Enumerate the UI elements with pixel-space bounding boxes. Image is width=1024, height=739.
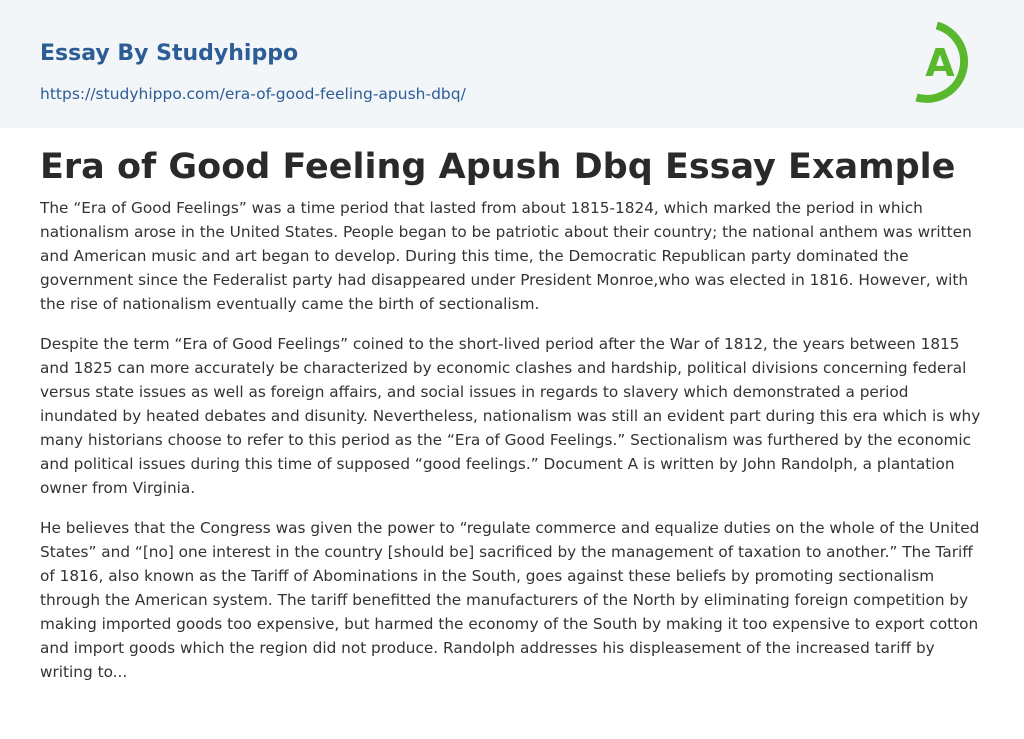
article-title: Era of Good Feeling Apush Dbq Essay Example [40,147,956,187]
studyhippo-logo-icon[interactable] [912,20,986,104]
logo-letter: A [925,41,955,85]
site-header [0,0,1024,128]
article-paragraph-3: He believes that the Congress was given the power to “regulate commerce and equalize duties on the whole of the United States” and “[no] one interest in the country [should be] sacrificed by the management of taxation to another.” The Tariff of 1816, also known as the Tariff of Abominations in the South, goes against these beliefs by promoting sectionalism through the American system. The tariff benefitted the manufacturers of the North by eliminating foreign competition by making imported goods too expensive, but harmed the economy of the South by making it too expensive to export cotton and import goods which the region did not produce. Randolph addresses his displeasement of the increased tariff by writing to... [40,519,980,681]
article [0,128,1024,684]
article-paragraph-2: Despite the term “Era of Good Feelings” coined to the short-lived period after the War of 1812, the years between 1815 and 1825 can more accurately be characterized by economic clashes and hardship, political divisions concerning federal versus state issues as well as foreign affairs, and social issues in regards to slavery which demonstrated a period inundated by heated debates and disunity. Nevertheless, nationalism was still an evident part during this era which is why many historians choose to refer to this period as the “Era of Good Feelings.” Sectionalism was furthered by the economic and political issues during this time of supposed “good feelings.” Document A is written by John Randolph, a plantation owner from Virginia. [40,335,981,497]
site-title[interactable]: Essay By Studyhippo [40,41,299,66]
article-paragraph-1: The “Era of Good Feelings” was a time period that lasted from about 1815-1824, which marked the period in which nationalism arose in the United States. People began to be patriotic about their country; the national anthem was written and American music and art began to develop. During this time, the Democratic Republican party dominated the government since the Federalist party had disappeared under President Monroe,who was elected in 1816. However, with the rise of nationalism eventually came the birth of sectionalism. [40,199,972,313]
article-url-link[interactable]: https://studyhippo.com/era-of-good-feeling-apush-dbq/ [40,85,466,103]
